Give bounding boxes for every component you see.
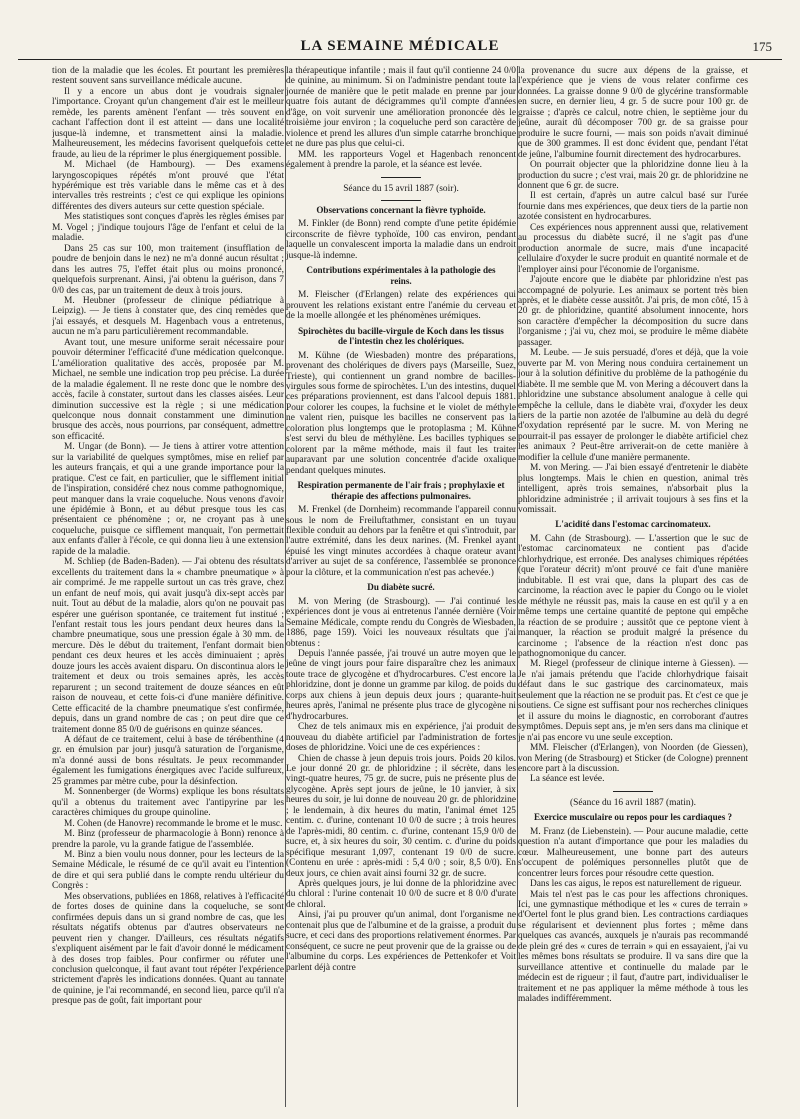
paragraph: Mais tel n'est pas le cas pour les affections chroniques. Ici, une gymnastique méthodique et les « cures de terrain » d'Oertel font le plus grand bien. Les contractions cardiaques se régularisent et deviennent plus fortes ; même dans quelques cas avancés, auxquels je n'aurais pas recommandé de plein gré des « cures de terrain » qui en essayaient, j'ai vu les mêmes bons résultats se produire. Il va sans dire que la surveillance attentive et continuelle du malade par le médecin est de rigueur ; il faut, d'autre part, individualiser le traitement et ne pas appliquer la même méthode à tous les malades indifféremment.	[518, 889, 748, 1005]
paragraph: M. Cohen (de Hanovre) recommande le brome et le musc.	[64, 818, 283, 829]
paragraph: La séance est levée.	[530, 774, 605, 785]
paragraph: J'ajoute encore que le diabète par phloridzine n'est pas accompagné de polyurie. Les animaux se portent très bien après, et le diabète cesse aussitôt. J'ai pris, de mon côté, 15 à 20 gr. de phloridzine, quantité absolument innocente, hors son caractère d'empêcher la décomposition du sucre dans l'organisme ; j'ai vu, chez moi, se produire le même diabète passager.	[518, 275, 748, 348]
paragraph: M. Finkler (de Bonn) rend compte d'une petite épidémie circonscrite de fièvre typhoïde, 100 cas environ, pendant laquelle un convalescent importa la maladie dans un endroit jusque-là indemne.	[286, 219, 516, 261]
paragraph: M. Fleischer (d'Erlangen) relate des expériences qui prouvent les relations existant entre l'anémie du cerveau et de la moelle allongée et les phénomènes urémiques.	[286, 290, 516, 322]
paragraph: Mes statistiques sont conçues d'après les règles émises par M. Vogel ; j'indique toujours l'âge de l'enfant et celui de la maladie.	[52, 212, 284, 244]
paragraph: M. Riegel (professeur de clinique interne à Giessen). — Je n'ai jamais prétendu que l'acide chlorhydrique faisait défaut dans le suc gastrique des carcinomateux, mais seulement que la réaction ne se produit pas. Et c'est ce que je soutiens. Ce signe est suffisant pour nos recherches cliniques et il assure du moins le diagnostic, en corroborant d'autres symptômes. Depuis sept ans, je m'en sers dans ma clinique et je n'ai pas encore vu une seule exception.	[518, 659, 748, 743]
section-heading: Observations concernant la fièvre typhoïde.	[316, 204, 486, 215]
paragraph: M. Ungar (de Bonn). — Je tiens à attirer votre attention sur la variabilité de quelques symptômes, mise en relief par les auteurs français, et qui a une grande importance pour la pratique. C'est ce fait, en particulier, que le sifflement initial de l'inspiration, considéré chez nous comme pathognomique, peut manquer dans la vraie coqueluche. Nous venons d'avoir une épidémie à Bonn, et au début presque tous les cas présentaient ce phénomène ; or, ne croyant pas à une coqueluche, puisque ce sifflement manquait, l'on permettait aux enfants d'aller à l'école, ce qui donna lieu à une extension rapide de la maladie.	[52, 442, 284, 557]
header-rule	[18, 59, 782, 60]
section-rule	[381, 177, 421, 178]
paragraph: M. Heubner (professeur de clinique pédiatrique à Leipzig). — Je tiens à constater que, des cinq remèdes que j'ai essayés, et desquels M. Hagenbach vous a entretenus, aucun ne m'a paru particulièrement recommandable.	[52, 295, 284, 338]
paragraph: Avant tout, une mesure uniforme serait nécessaire pour pouvoir déterminer l'efficacité d'une médication quelconque. L'amélioration qualitative des accès, proposée par M. Michael, ne semble une indication trop peu précise. La durée de la maladie également. Il ne reste donc que le nombre des accès, facile à constater, surtout dans les classes aisées. Leur diminution successive est la règle ; si une médication quelconque nous donnait constamment une diminution brusque des accès, nous pourrions, par conséquent, admettre son efficacité.	[52, 337, 284, 442]
paragraph: la thérapeutique infantile ; mais il faut qu'il contienne 24 0/0 de quinine, au minimum. Si on l'administre pendant toute la journée de manière que le petit malade en prenne par jour quatre fois autant de décigrammes qu'il compte d'années d'âge, on voit survenir une amélioration prononcée dès le troisième jour environ ; la coqueluche perd son caractère de violence et prend les allures d'un simple catarrhe bronchique et ne dure pas plus que celui-ci.	[286, 66, 516, 150]
running-title: LA SEMAINE MÉDICALE	[300, 38, 500, 54]
paragraph: A défaut de ce traitement, celui à base de térébenthine (4 gr. en émulsion par jour) jusqu'à saturation de l'organisme, m'a donné aussi de bons résultats. Je peux recommander également les fumigations énergiques avec l'acide sulfureux, 25 grammes par mètre cube, pour la désinfection.	[52, 735, 284, 787]
paragraph: M. Sonnenberger (de Worms) explique les bons résultats qu'il a obtenus du traitement avec l'antipyrine par les caractères chimiques du groupe quinoline.	[52, 787, 284, 819]
section-heading: Spirochètes du bacille-virgule de Koch dans les tissus de l'intestin chez les cholériques.	[298, 325, 504, 347]
paragraph: M. Frenkel (de Dornheim) recommande l'appareil connu sous le nom de Freiluftathmer, consistant en un tuyau flexible conduit au dehors par la fenêtre et qui s'introduit, par l'autre extrémité, dans les deux narines. (M. Frenkel ayant épuisé les vingt minutes accordées à chaque orateur avant d'arriver au sujet de sa conférence, l'assemblée se prononce pour la clôture, et la communication n'est pas achevée.)	[286, 505, 516, 578]
paragraph: M. Schliep (de Baden-Baden). — J'ai obtenu des résultats excellents du traitement dans la « chambre pneumatique » à air comprimé. Je me rappelle surtout un cas très grave, chez un enfant de neuf mois, qui avait jusqu'à dix-sept accès par nuit. Tout au début de la maladie, alors qu'on ne pouvait pas espérer une guérison spontanée, ce traitement fut institué ; l'enfant restait tous les jours pendant deux heures dans la chambre pneumatique, sous une pression égale à 30 mm. de mercure. Dès le début du traitement, l'enfant dormait bien pendant ces deux heures et les accès diminuaient ; après douze jours les accès avaient disparu. On discontinua alors le traitement et deux ou trois semaines après, les accès reparurent ; un second traitement de douze séances en eût raison de nouveau, et cette fois-ci d'une manière définitive. Cette efficacité de la chambre pneumatique s'est confirmée, depuis, dans un grand nombre de cas ; on peut dire que ce traitement donne 85 0/0 de guérisons en quinze séances.	[52, 557, 284, 735]
paragraph: Ainsi, j'ai pu prouver qu'un animal, dont l'organisme ne contenait plus que de l'albumine et de la graisse, a produit du sucre, et ceci dans des proportions relativement énormes. Par conséquent, ce sucre ne peut provenir que de la graisse ou de l'albumine du corps. Les expériences de Pettenkofer et Voit parlent déjà contre	[286, 910, 516, 973]
paragraph: MM. Fleischer (d'Erlangen), von Noorden (de Giessen), von Mering (de Strasbourg) et Sticker (de Cologne) prennent encore part à la discussion.	[518, 743, 748, 774]
section-heading: Respiration permanente de l'air frais ; prophylaxie et thérapie des affections pulmonaires.	[297, 480, 505, 501]
paragraph: la provenance du sucre aux dépens de la graisse, et l'expérience que je viens de vous relater confirme ces données. La graisse donne 9 0/0 de glycérine transformable en sucre, en dernier lieu, 4 gr. 5 de sucre pour 100 gr. de graisse ; d'après ce calcul, notre chien, le septième jour du jeûne, aurait dû décomposer 700 gr. de sa graisse pour produire le sucre fourni, — mais son poids n'avait diminué que de 300 grammes. Il est donc évident que, pendant l'état de jeûne, l'albumine fournit directement des hydrocarbures.	[518, 66, 748, 160]
paragraph: Il est certain, d'après un autre calcul basé sur l'urée fournie dans mes expériences, que deux tiers de la partie non azotée consistent en hydrocarbures.	[518, 191, 748, 223]
paragraph: M. Kühne (de Wiesbaden) montre des préparations, provenant des cholériques de divers pays (Marseille, Suez, Trieste), qui contiennent un grand nombre de bacilles-virgules sous forme de spirochètes. L'un des intestins, duquel ces préparations proviennent, est dans l'alcool depuis 1881. Pour colorer les coupes, la fuchsine et le violet de méthyle ne valent rien, puisque les bacilles ne conservent pas la coloration plus longtemps que le protoplasma ; M. Kühne s'est servi du bleu de méthylène. Les bacilles typhiques se colorent par la même méthode, mais il faut les traiter auparavant par une solution concentrée d'acide oxalique pendant quelques minutes.	[286, 350, 516, 476]
paragraph: Ces expériences nous apprennent aussi que, relativement au processus du diabète sucré, il ne s'agit pas d'une production anormale de sucre, mais d'une incapacité cellulaire d'oxyder le sucre produit en quantité normale et de l'employer ainsi pour l'économie de l'organisme.	[518, 222, 748, 275]
page-number: 175	[752, 39, 772, 54]
paragraph: Depuis l'année passée, j'ai trouvé un autre moyen que le jeûne de vingt jours pour faire disparaître chez les animaux toute trace de glycogène et d'hydrocarbures. C'est encore la phloridzine, dont je donne un gramme par kilog. de poids du corps aux chiens à jeun depuis deux jours ; quarante-huit heures après, l'animal ne présente plus trace de glycogène ni d'hydrocarbures.	[286, 649, 516, 722]
column-left	[52, 66, 284, 1107]
paragraph: M. von Mering (de Strasbourg). — J'ai continué les expériences dont je vous ai entretenus l'année dernière (Voir Semaine Médicale, compte rendu du Congrès de Wiesbaden, 1886, page 159). Voici les nouveaux résultats que j'ai obtenus :	[286, 596, 516, 649]
section-heading: L'acidité dans l'estomac carcinomateux.	[555, 519, 711, 530]
paragraph: M. Binz a bien voulu nous donner, pour les lecteurs de la Semaine Médicale, le résumé de ce qu'il avait eu l'intention de dire et qui sera publié dans le compte rendu ultérieur du Congrès :	[52, 849, 284, 892]
paragraph: Chez de tels animaux mis en expérience, j'ai produit de nouveau du diabète artificiel par l'administration de fortes doses de phloridzine. Voici une de ces expériences :	[286, 722, 516, 754]
paragraph: M. Leube. — Je suis persuadé, d'ores et déjà, que la voie ouverte par M. von Mering nous conduira certainement un jour à la solution définitive du problème de la pathogénie du diabète. Il me semble que M. von Mering a découvert dans la phloridzine une substance absolument analogue à celle qui empêche la cellule, dans le diabète vrai, d'oxyder les deux tiers de la partie non azotée de l'albumine au delà du degré d'oxydation représenté par le sucre. M. von Mering ne pourrait-il pas essayer de prolonger le diabète artificiel chez les animaux ? Peut-être arriverait-on de cette manière à modifier la cellule d'une manière permanente.	[518, 348, 748, 463]
paragraph: M. Michael (de Hambourg). — Des examens laryngoscopiques répétés m'ont prouvé que l'état hypérémique est très variable dans le même cas et à des intervalles très restreints ; c'est ce qui explique les opinions différentes des divers auteurs sur cette question spéciale.	[52, 160, 284, 212]
paragraph: On pourrait objecter que la phloridzine donne lieu à la production du sucre ; c'est vrai, mais 20 gr. de phloridzine ne donnent que 6 gr. de sucre.	[518, 160, 748, 191]
column-middle	[286, 66, 516, 1107]
column-right	[518, 66, 748, 1107]
section-heading: Du diabète sucré.	[367, 582, 435, 593]
session-heading: (Séance du 16 avril 1887 (matin).	[569, 797, 696, 808]
section-heading: Contributions expérimentales à la pathologie des reins.	[306, 265, 496, 286]
paragraph: M. Franz (de Liebenstein). — Pour aucune maladie, cette question n'a autant d'importance que pour les maladies du cœur. Malheureusement, une bonne part des auteurs s'occupent de polémiques personnelles plutôt que de concentrer leurs forces pour résoudre cette question.	[518, 826, 748, 879]
paragraph: M. Cahn (de Strasbourg). — L'assertion que le suc de l'estomac carcinomateux ne contient pas d'acide chlorhydrique, est erronée. Des analyses chimiques répétées (que l'orateur décrit) m'ont prouvé ce fait d'une manière indubitable. Il est vrai que, dans la plupart des cas de carcinome, la réaction avec le papier du Congo ou le violet de méthyle ne réussit pas, mais la cause en est qu'il y a en même temps une certaine quantité de peptone qui empêche la réaction de se produire ; aussitôt que ce peptone vient à manquer, la réaction se produit malgré la présence du carcinome ; l'absence de la réaction n'est donc pas pathognomonique du cancer.	[518, 533, 748, 659]
section-heading: Exercice musculaire ou repos pour les cardiaques ?	[533, 812, 733, 823]
paragraph: MM. les rapporteurs Vogel et Hagenbach renoncent également à prendre la parole, et la séance est levée.	[286, 149, 516, 171]
section-rule	[381, 200, 421, 201]
paragraph: Dans 25 cas sur 100, mon traitement (insufflation de poudre de benjoin dans le nez) ne m'a donné aucun résultat ; dans les autres 75, l'effet était plus ou moins prononcé, quelquefois surprenant. Ainsi, j'ai obtenu la guérison, dans 7 0/0 des cas, par un traitement de deux à trois jours.	[52, 243, 284, 296]
paragraph: Mes observations, publiées en 1868, relatives à l'efficacité de fortes doses de quinine dans la coqueluche, se sont confirmées depuis dans un si grand nombre de cas, que les résultats négatifs obtenus par d'autres observateurs ne peuvent rien y changer. D'ailleurs, ces résultats négatifs s'expliquent aisément par le fait d'avoir donné le médicament à des doses trop faibles. Pour confirmer ou réfuter une conclusion quelconque, il faut avant tout répéter l'expérience strictement d'après les indications données. Quant au tannate de quinine, je l'ai recommandé, en second lieu, parce qu'il n'a presque pas de goût, fait important pour	[52, 891, 284, 1007]
session-heading: Séance du 15 avril 1887 (soir).	[343, 183, 459, 194]
paragraph: Après quelques jours, je lui donne de la phloridzine avec du chloral : l'urine contenait 10 0/0 de sucre et 8 0/0 d'urate de chloral.	[286, 879, 516, 910]
paragraph: Il y a encore un abus dont je voudrais signaler l'importance. Croyant qu'un changement d'air est le meilleur remède, les parents amènent l'enfant — très souvent en cachant l'affection dont il est atteint — dans une localité jusque-là indemne, et transmettent ainsi la maladie. Malheureusement, les médecins favorisent quelquefois cette fraude, au lieu de la réprimer le plus énergiquement possible.	[52, 86, 284, 160]
page-header	[18, 38, 782, 60]
paragraph: M. von Mering. — J'ai bien essayé d'entretenir le diabète plus longtemps. Mais le chien en question, animal très intelligent, après trois semaines, n'absorbait plus la phloridzine administrée ; il arrivait toujours à ses fins et la vomissait.	[518, 463, 748, 516]
paragraph: Chien de chasse à jeun depuis trois jours. Poids 20 kilos. Le jour donné 20 gr. de phloridzine ; il sécrète, dans les vingt-quatre heures, 75 gr. de sucre, puis ne présente plus de glycogène. Après sept jours de jeûne, le 10 janvier, à six heures du soir, je lui donne de nouveau 20 gr. de phloridzine ; le lendemain, à dix heures du matin, l'animal émet 125 centim. c. d'urine, contenant 10 0/0 de sucre ; à trois heures de l'après-midi, 80 centim. c. d'urine, contenant 15,9 0/0 de sucre, et, à six heures du soir, 30 centim. c. d'urine du poids spécifique mesurant 1,097, contenant 19 0/0 de sucre. (Contenu en urée : après-midi : 5,4 0/0 ; soir, 8,5 0/0). En deux jours, ce chien avait ainsi fourni 32 gr. de sucre.	[286, 753, 516, 879]
section-rule	[613, 791, 653, 792]
paragraph: tion de la maladie que les écoles. Et pourtant les premières restent souvent sans surveillance médicale aucune.	[52, 66, 284, 87]
paragraph: Dans les cas aigus, le repos est naturellement de rigueur.	[530, 879, 742, 890]
paragraph: M. Binz (professeur de pharmacologie à Bonn) renonce à prendre la parole, vu la grande fatigue de l'assemblée.	[52, 829, 284, 850]
